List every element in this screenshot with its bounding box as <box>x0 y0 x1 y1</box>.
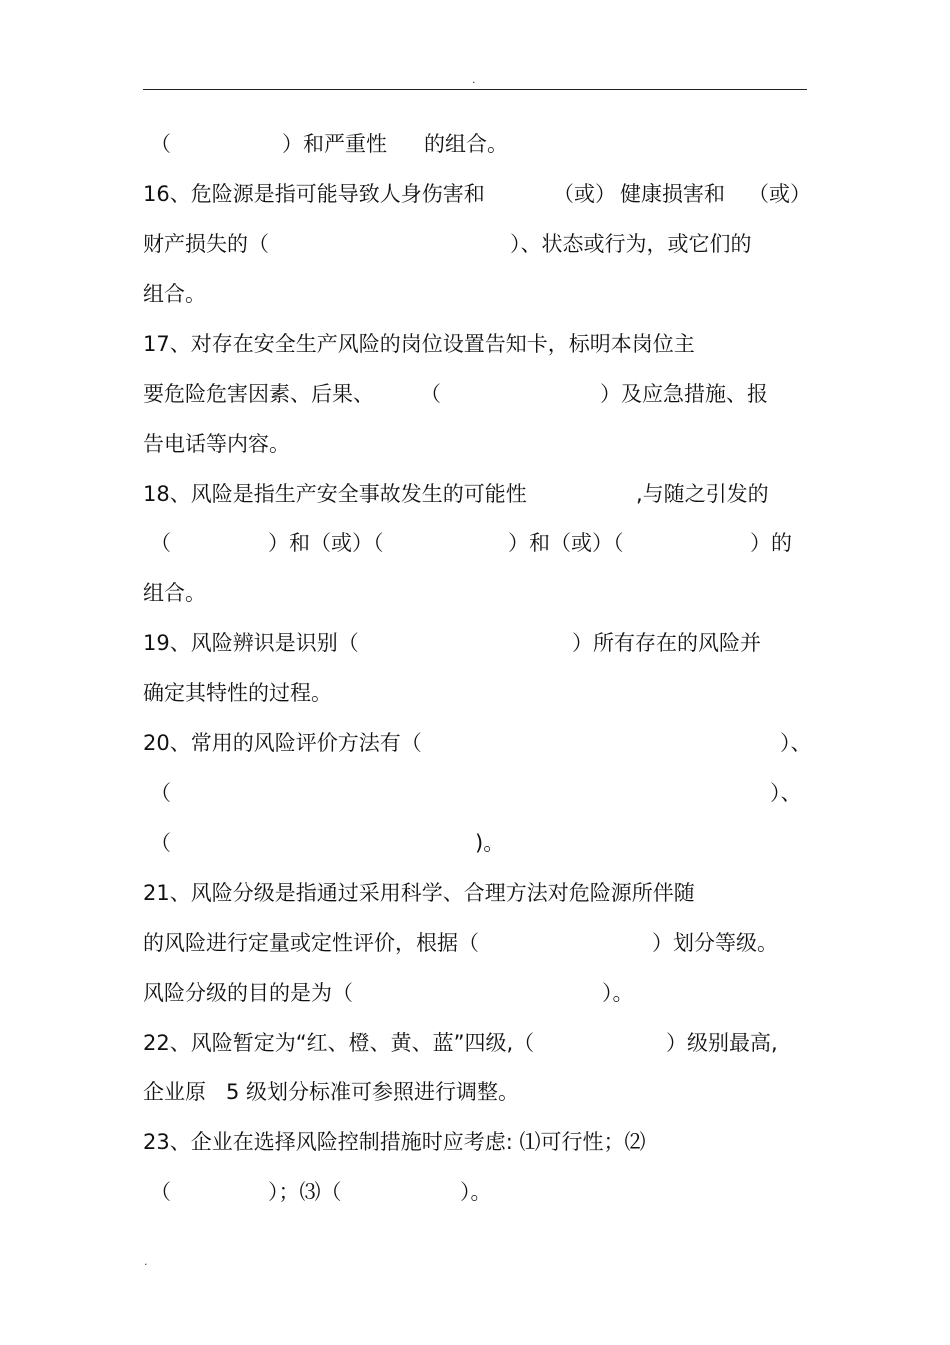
text-segment: 告电话等内容。 <box>143 432 290 456</box>
text-segment: 健康损害和 <box>620 182 725 206</box>
text-segment: 16、危险源是指可能导致人身伤害和 <box>143 182 485 206</box>
text-segment: 组合。 <box>143 282 206 306</box>
text-segment: ）级别最高, <box>666 1031 778 1055</box>
text-segment: 22、风险暂定为“红、橙、黄、蓝”四级,（ <box>143 1031 535 1055</box>
text-segment: ）、 <box>780 731 812 755</box>
text-segment: ）。 <box>602 981 634 1005</box>
text-segment: 21、风险分级是指通过采用科学、合理方法对危险源所伴随 <box>143 881 695 905</box>
text-segment: （ <box>150 531 171 555</box>
header-dot: . <box>472 73 476 86</box>
header-rule <box>143 89 807 90</box>
text-segment: 23、企业在选择风险控制措施时应考虑: ⑴可行性；⑵ <box>143 1130 646 1154</box>
text-segment: （ <box>150 781 171 805</box>
text-segment: ）划分等级。 <box>652 931 778 955</box>
text-segment: ）和（或）（ <box>268 531 384 555</box>
text-segment: ）和严重性 <box>282 132 387 156</box>
footer-dot: . <box>144 1255 148 1268</box>
text-segment: （ <box>150 132 171 156</box>
text-segment: （ <box>420 382 441 406</box>
text-segment: （或） <box>553 182 616 206</box>
text-segment: 企业原 <box>143 1080 206 1104</box>
text-segment: 5 级划分标准可参照进行调整。 <box>226 1080 520 1104</box>
text-segment: 要危险危害因素、后果、 <box>143 382 374 406</box>
text-segment: 组合。 <box>143 581 206 605</box>
text-segment: ）和（或）（ <box>508 531 624 555</box>
text-segment: 的组合。 <box>424 132 508 156</box>
text-segment: ）。 <box>460 1180 492 1204</box>
text-segment: ）、状态或行为，或它们的 <box>510 232 752 256</box>
text-segment: 20、常用的风险评价方法有（ <box>143 731 422 755</box>
text-segment: ）、 <box>770 781 802 805</box>
text-segment: （或） <box>748 182 811 206</box>
text-segment: )。 <box>475 831 505 855</box>
text-segment: 财产损失的（ <box>143 232 269 256</box>
text-segment: （ <box>150 831 171 855</box>
text-segment: ）的 <box>750 531 792 555</box>
text-segment: 17、对存在安全生产风险的岗位设置告知卡，标明本岗位主 <box>143 332 695 356</box>
text-segment: 19、风险辨识是识别（ <box>143 631 359 655</box>
text-segment: 的风险进行定量或定性评价，根据（ <box>143 931 479 955</box>
text-segment: 确定其特性的过程。 <box>143 681 332 705</box>
text-segment: （ <box>150 1180 171 1204</box>
text-segment: 18、风险是指生产安全事故发生的可能性 <box>143 482 527 506</box>
text-segment: ,与随之引发的 <box>636 482 769 506</box>
text-segment: 风险分级的目的是为（ <box>143 981 353 1005</box>
text-segment: ）及应急措施、报 <box>600 382 768 406</box>
text-segment: ）；⑶（ <box>268 1180 342 1204</box>
text-segment: ）所有存在的风险并 <box>572 631 761 655</box>
